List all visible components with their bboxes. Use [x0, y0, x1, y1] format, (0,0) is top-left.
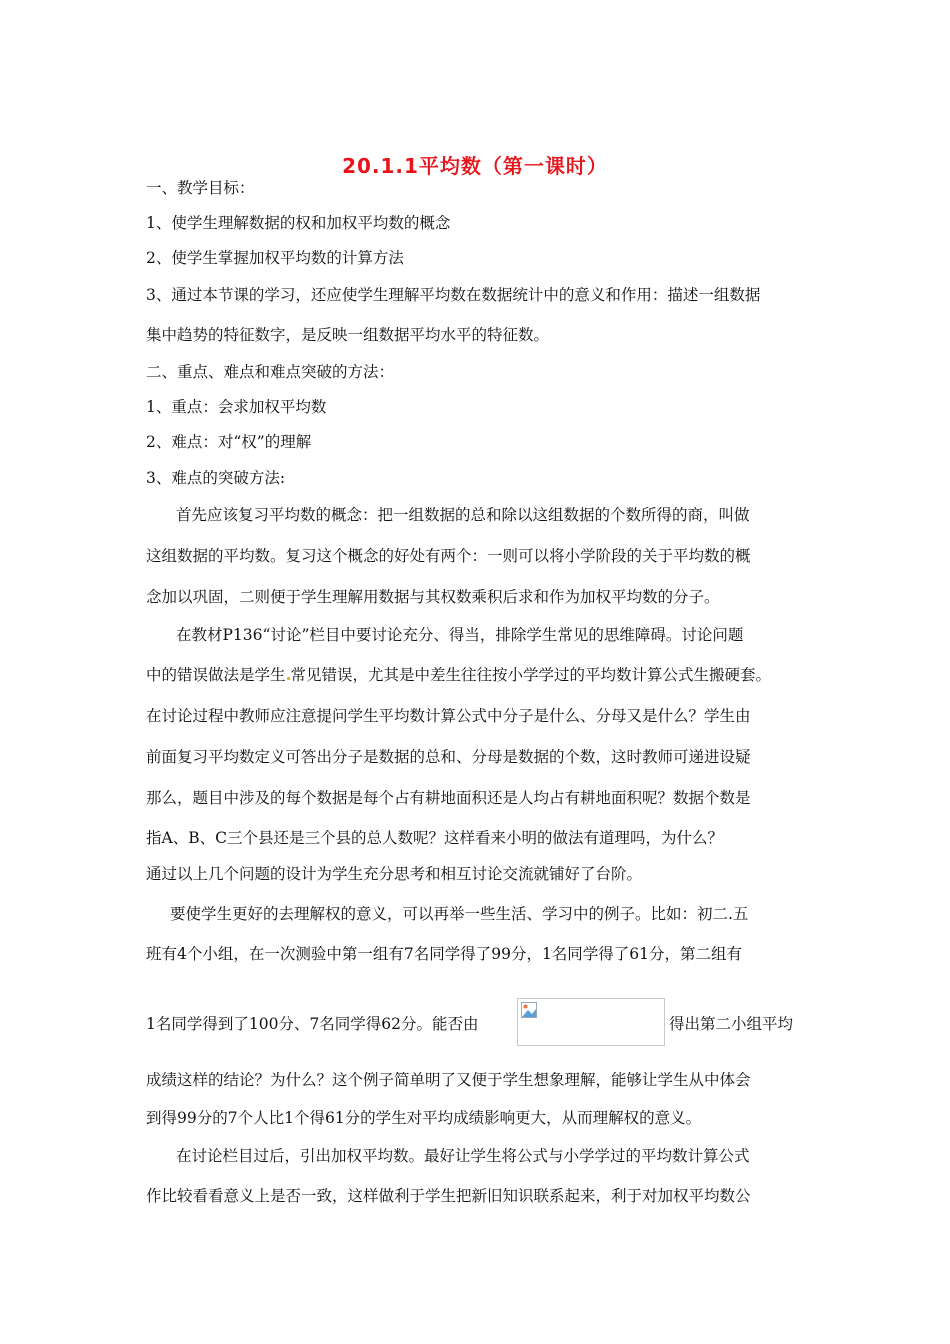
paragraph-3-line-3-end: 得出第二小组平均	[669, 1015, 794, 1033]
keypoint-item-3: 3、难点的突破方法:	[146, 469, 286, 487]
keypoint-item-2: 2、难点：对“权”的理解	[146, 433, 312, 451]
paragraph-1-line-2: 这组数据的平均数。复习这个概念的好处有两个：一则可以将小学阶段的关于平均数的概	[146, 547, 751, 565]
paragraph-2-line-2	[146, 665, 771, 685]
paragraph-2-line-7: 通过以上几个问题的设计为学生充分思考和相互讨论交流就铺好了台阶。	[146, 865, 643, 883]
paragraph-4-line-2: 作比较看看意义上是否一致，这样做利于学生把新旧知识联系起来，利于对加权平均数公	[146, 1187, 751, 1205]
goal-item-3: 3、通过本节课的学习，还应使学生理解平均数在数据统计中的意义和作用：描述一组数据	[146, 286, 761, 304]
paragraph-3-line-1: 要使学生更好的去理解权的意义，可以再举一些生活、学习中的例子。比如：初二.五	[170, 905, 749, 923]
inline-formula-image	[517, 998, 665, 1046]
page-title: 20.1.1平均数（第一课时）	[342, 154, 608, 178]
paragraph-3-line-5: 到得99分的7个人比1个得61分的学生对平均成绩影响更大，从而理解权的意义。	[146, 1109, 702, 1127]
paragraph-3-line-4: 成绩这样的结论？为什么？这个例子简单明了又便于学生想象理解，能够让学生从中体会	[146, 1071, 751, 1089]
paragraph-4-line-1: 在讨论栏目过后，引出加权平均数。最好让学生将公式与小学学过的平均数计算公式	[176, 1147, 750, 1165]
stray-mark	[287, 677, 290, 680]
keypoint-item-1: 1、重点：会求加权平均数	[146, 398, 327, 416]
section-heading-goals: 一、教学目标：	[146, 179, 255, 197]
paragraph-3-line-3-start: 1名同学得到了100分、7名同学得62分。能否由	[146, 1015, 479, 1033]
goal-item-2: 2、使学生掌握加权平均数的计算方法	[146, 249, 404, 267]
goal-item-1: 1、使学生理解数据的权和加权平均数的概念	[146, 214, 451, 232]
broken-image-icon	[521, 1002, 537, 1018]
section-heading-keypoints: 二、重点、难点和难点突破的方法：	[146, 363, 395, 381]
goal-item-3-cont: 集中趋势的特征数字，是反映一组数据平均水平的特征数。	[146, 326, 550, 344]
paragraph-3-line-2: 班有4个小组，在一次测验中第一组有7名同学得了99分，1名同学得了61分，第二组有	[146, 945, 743, 963]
paragraph-1-line-1: 首先应该复习平均数的概念：把一组数据的总和除以这组数据的个数所得的商，叫做	[176, 506, 750, 524]
paragraph-2-line-1: 在教材P136“讨论”栏目中要讨论充分、得当，排除学生常见的思维障碍。讨论问题	[176, 626, 744, 644]
paragraph-2-line-5: 那么，题目中涉及的每个数据是每个占有耕地面积还是人均占有耕地面积呢？数据个数是	[146, 789, 751, 807]
paragraph-2-line-2-start: 中的错误做法是学生	[146, 666, 286, 684]
paragraph-1-line-3: 念加以巩固，二则便于学生理解用数据与其权数乘积后求和作为加权平均数的分子。	[146, 588, 720, 606]
paragraph-2-line-6: 指A、B、C三个县还是三个县的总人数呢？这样看来小明的做法有道理吗，为什么？	[146, 829, 723, 847]
paragraph-2-line-2-end: 常见错误，尤其是中差生往往按小学学过的平均数计算公式生搬硬套。	[290, 666, 772, 684]
paragraph-2-line-4: 前面复习平均数定义可答出分子是数据的总和、分母是数据的个数，这时教师可递进设疑	[146, 748, 751, 766]
paragraph-2-line-3: 在讨论过程中教师应注意提问学生平均数计算公式中分子是什么、分母又是什么？学生由	[146, 707, 751, 725]
